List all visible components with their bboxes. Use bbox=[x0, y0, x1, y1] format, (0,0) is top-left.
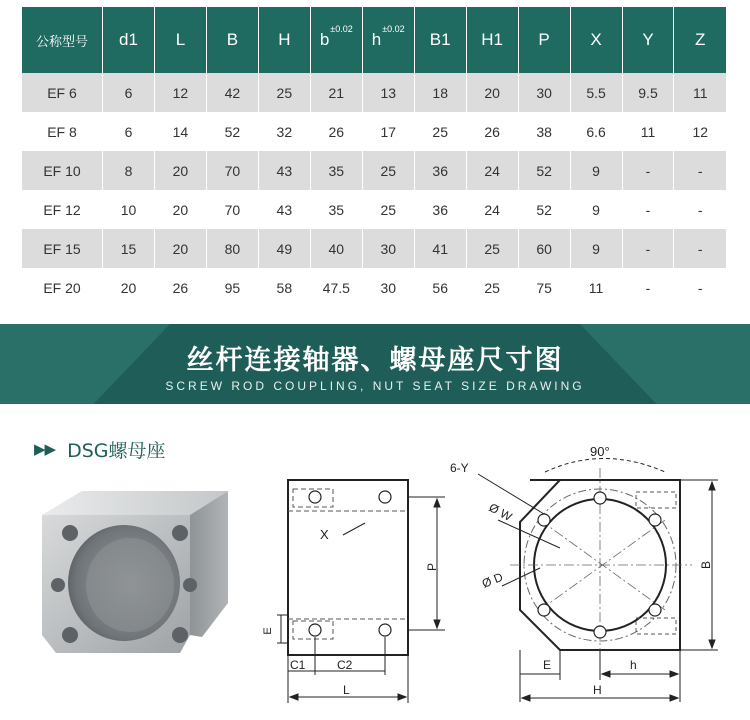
table-cell: 6 bbox=[103, 112, 155, 151]
table-cell: 36 bbox=[414, 151, 466, 190]
label-e-side: E bbox=[262, 627, 274, 635]
col-header-b-lower bbox=[310, 7, 362, 73]
table-cell: 24 bbox=[466, 151, 518, 190]
table-cell: 58 bbox=[258, 268, 310, 307]
table-cell: 9 bbox=[570, 151, 622, 190]
title-banner bbox=[0, 324, 750, 404]
col-header-b-upper: B bbox=[206, 7, 258, 73]
table-cell: 20 bbox=[103, 268, 155, 307]
table-cell: 15 bbox=[103, 229, 155, 268]
table-cell: 70 bbox=[206, 190, 258, 229]
photo-side-face bbox=[190, 491, 228, 637]
col-header-h-lower-label: h bbox=[371, 30, 382, 49]
table-cell: 18 bbox=[414, 73, 466, 112]
table-cell: 20 bbox=[154, 151, 206, 190]
table-cell-model: EF 20 bbox=[22, 268, 103, 307]
table-cell: 20 bbox=[466, 73, 518, 112]
dim-e-front bbox=[520, 650, 560, 680]
table-cell: 11 bbox=[570, 268, 622, 307]
table-cell: 35 bbox=[310, 151, 362, 190]
table-cell: 21 bbox=[310, 73, 362, 112]
spec-table bbox=[22, 7, 726, 307]
table-cell: 6 bbox=[103, 73, 155, 112]
table-cell: 70 bbox=[206, 151, 258, 190]
col-header-b1: B1 bbox=[414, 7, 466, 73]
table-cell: 30 bbox=[518, 73, 570, 112]
table-cell: - bbox=[674, 229, 726, 268]
table-cell: 75 bbox=[518, 268, 570, 307]
table-cell: 5.5 bbox=[570, 73, 622, 112]
table-cell: 36 bbox=[414, 190, 466, 229]
table-cell: 35 bbox=[310, 190, 362, 229]
table-cell: 40 bbox=[310, 229, 362, 268]
table-cell: - bbox=[622, 151, 674, 190]
side-view-drawing bbox=[255, 475, 455, 715]
label-angle: 90° bbox=[590, 444, 610, 459]
table-cell-model: EF 8 bbox=[22, 112, 103, 151]
table-cell: - bbox=[622, 268, 674, 307]
photo-bore-inner bbox=[86, 538, 174, 632]
table-cell: 43 bbox=[258, 151, 310, 190]
col-header-d1: d1 bbox=[103, 7, 155, 73]
section-label: DSG螺母座 bbox=[67, 439, 166, 462]
table-cell: 13 bbox=[362, 73, 414, 112]
label-b: B bbox=[699, 560, 713, 570]
col-header-p: P bbox=[518, 7, 570, 73]
col-header-x: X bbox=[570, 7, 622, 73]
table-cell: 32 bbox=[258, 112, 310, 151]
banner-title: 丝杆连接轴器、螺母座尺寸图 bbox=[186, 345, 564, 376]
label-holes: 6-Y bbox=[450, 461, 469, 475]
side-hidden-lines bbox=[288, 489, 408, 639]
section-heading bbox=[34, 436, 166, 462]
table-cell-model: EF 6 bbox=[22, 73, 103, 112]
table-cell: 12 bbox=[674, 112, 726, 151]
label-c2: C2 bbox=[337, 658, 353, 672]
table-cell: 25 bbox=[362, 190, 414, 229]
label-w: Ø W bbox=[486, 500, 515, 524]
table-cell: - bbox=[674, 190, 726, 229]
nut-seat-photo bbox=[30, 485, 245, 660]
table-cell: 25 bbox=[466, 229, 518, 268]
table-row bbox=[22, 229, 726, 268]
table-cell: 14 bbox=[154, 112, 206, 151]
col-header-y: Y bbox=[622, 7, 674, 73]
table-cell: 52 bbox=[206, 112, 258, 151]
table-cell: 20 bbox=[154, 229, 206, 268]
table-cell: 6.6 bbox=[570, 112, 622, 151]
table-cell: 80 bbox=[206, 229, 258, 268]
table-row bbox=[22, 112, 726, 151]
table-cell: - bbox=[674, 151, 726, 190]
col-header-model: 公称型号 bbox=[22, 7, 103, 73]
label-c1: C1 bbox=[290, 658, 306, 672]
table-cell: 8 bbox=[103, 151, 155, 190]
col-header-h-lower bbox=[362, 7, 414, 73]
dim-h-small bbox=[600, 650, 680, 680]
label-l: L bbox=[343, 683, 350, 697]
col-header-l: L bbox=[154, 7, 206, 73]
table-cell-model: EF 12 bbox=[22, 190, 103, 229]
table-cell: 24 bbox=[466, 190, 518, 229]
table-cell: 9.5 bbox=[622, 73, 674, 112]
side-body-outline bbox=[288, 480, 408, 655]
table-cell: 25 bbox=[466, 268, 518, 307]
table-cell-model: EF 15 bbox=[22, 229, 103, 268]
table-cell: 56 bbox=[414, 268, 466, 307]
table-cell: 20 bbox=[154, 190, 206, 229]
table-cell: 25 bbox=[258, 73, 310, 112]
label-x: X bbox=[320, 527, 329, 542]
table-cell: - bbox=[622, 229, 674, 268]
table-cell: - bbox=[622, 190, 674, 229]
table-cell: 9 bbox=[570, 190, 622, 229]
table-cell: 30 bbox=[362, 268, 414, 307]
table-row bbox=[22, 190, 726, 229]
table-cell: 95 bbox=[206, 268, 258, 307]
angle-arc bbox=[545, 459, 665, 473]
table-cell: 52 bbox=[518, 151, 570, 190]
table-cell: 41 bbox=[414, 229, 466, 268]
table-cell: 9 bbox=[570, 229, 622, 268]
table-cell: 47.5 bbox=[310, 268, 362, 307]
table-cell: 42 bbox=[206, 73, 258, 112]
banner-subtitle: SCREW ROD COUPLING, NUT SEAT SIZE DRAWING bbox=[165, 379, 585, 393]
table-cell: 11 bbox=[674, 73, 726, 112]
table-cell: 26 bbox=[154, 268, 206, 307]
table-row bbox=[22, 151, 726, 190]
table-row bbox=[22, 268, 726, 307]
table-cell: 25 bbox=[414, 112, 466, 151]
table-row bbox=[22, 73, 726, 112]
double-arrow-icon: ▶▶ bbox=[34, 441, 56, 458]
table-cell: 26 bbox=[466, 112, 518, 151]
table-cell: 49 bbox=[258, 229, 310, 268]
table-cell: 43 bbox=[258, 190, 310, 229]
label-e-front: E bbox=[543, 658, 552, 672]
table-cell: 17 bbox=[362, 112, 414, 151]
col-header-h-upper: H bbox=[258, 7, 310, 73]
front-view-drawing bbox=[440, 440, 740, 710]
table-cell: 25 bbox=[362, 151, 414, 190]
table-header-row bbox=[22, 7, 726, 73]
side-bolt-holes bbox=[309, 491, 391, 636]
label-p: P bbox=[425, 562, 439, 572]
dim-e-side bbox=[277, 615, 288, 643]
label-d: Ø D bbox=[479, 569, 505, 591]
col-header-h1: H1 bbox=[466, 7, 518, 73]
col-header-z: Z bbox=[674, 7, 726, 73]
label-h-small: h bbox=[630, 658, 637, 672]
table-cell: - bbox=[674, 268, 726, 307]
table-cell: 52 bbox=[518, 190, 570, 229]
table-cell: 12 bbox=[154, 73, 206, 112]
table-cell: 11 bbox=[622, 112, 674, 151]
table-cell: 60 bbox=[518, 229, 570, 268]
tolerance-label: ±0.02 bbox=[382, 24, 405, 34]
table-cell-model: EF 10 bbox=[22, 151, 103, 190]
table-cell: 26 bbox=[310, 112, 362, 151]
col-header-b-lower-label: b bbox=[319, 30, 330, 49]
table-cell: 10 bbox=[103, 190, 155, 229]
tolerance-label: ±0.02 bbox=[330, 24, 353, 34]
label-h-big: H bbox=[593, 683, 602, 697]
table-cell: 30 bbox=[362, 229, 414, 268]
table-body bbox=[22, 73, 726, 307]
table-cell: 38 bbox=[518, 112, 570, 151]
